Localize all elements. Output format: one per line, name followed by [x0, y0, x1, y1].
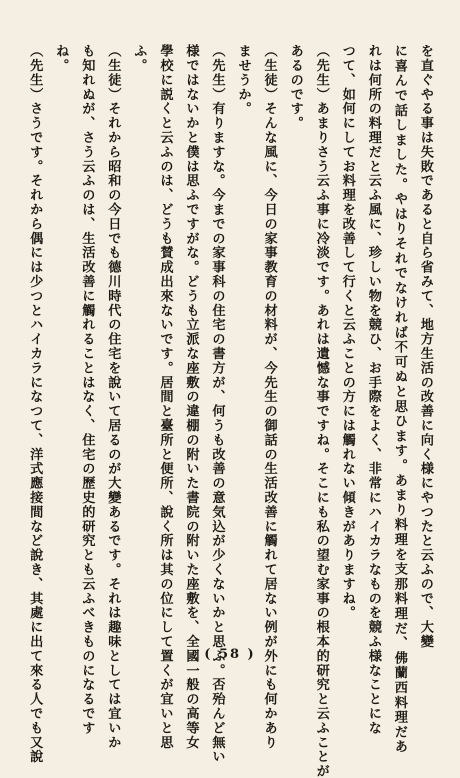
page-number: ( 58 ): [204, 647, 256, 662]
text-line: ふ。: [131, 44, 147, 73]
text-line: つて、如何にしてお料理を改善して行くと云ふことの方には觸れない傾きがありますね。: [339, 44, 355, 620]
text-line: （生徒）それから昭和の今日でも德川時代の住宅を說いて居るのが大變あるです。それは趣味としては宜いか: [105, 44, 121, 750]
text-line: ませうか。: [235, 44, 251, 116]
text-line: （生徒）そんな風に、今日の家事教育の材料が、今先生の御話の生活改善に觸れて居ない例が外にも何かあり: [261, 44, 277, 750]
text-line: 學校に説くと云ふのは、どうも賛成出來ないです。居間と臺所と便所、說く所は其の位にして置くが宜いと思: [157, 44, 173, 750]
text-line: 様ではないかと僕は思ふですがな。どうも立派な座敷の違棚の附いた書院の附いた座敷を、全國一般の高等女: [183, 44, 199, 750]
text-line: （先生）あまりさう云ふ事に冷淡です。あれは遺憾な事ですね。そこにも私の望む家事の根本的研究と云ふことが: [313, 44, 329, 778]
text-line: ね。: [53, 44, 69, 73]
text-line: あるのです。: [287, 44, 303, 131]
text-line: れは何所の料理だと云ふ風に、珍しい物を競ひ、お手際をよく、非常にハイカラなものを競ふ様なことにな: [365, 44, 381, 736]
text-line: も知れぬが、さう云ふのは、生活改善に觸れることはなく、住宅の歷史的研究とも云ふべきものになるです: [79, 44, 95, 736]
text-line: （先生）有りますな。今までの家事科の住宅の書方が、何うも改善の意気込が少くないかと思ふ。否殆んど無い: [209, 44, 225, 764]
text-line: に喜んで話しました。やはりそれでなければ不可ぬと思ひます。あまり料理を支那料理だ、佛蘭西料理だあ: [391, 44, 407, 755]
text-line: （先生）さうです。それから偶には少つとハイカラになつて、洋式應接間など說き、其處に出て來る人でも又說: [27, 44, 43, 764]
text-line: を直ぐやる事は失敗であると自ら省みて、地方生活の改善に向く様にやつたと云ふので、大變: [417, 44, 433, 649]
